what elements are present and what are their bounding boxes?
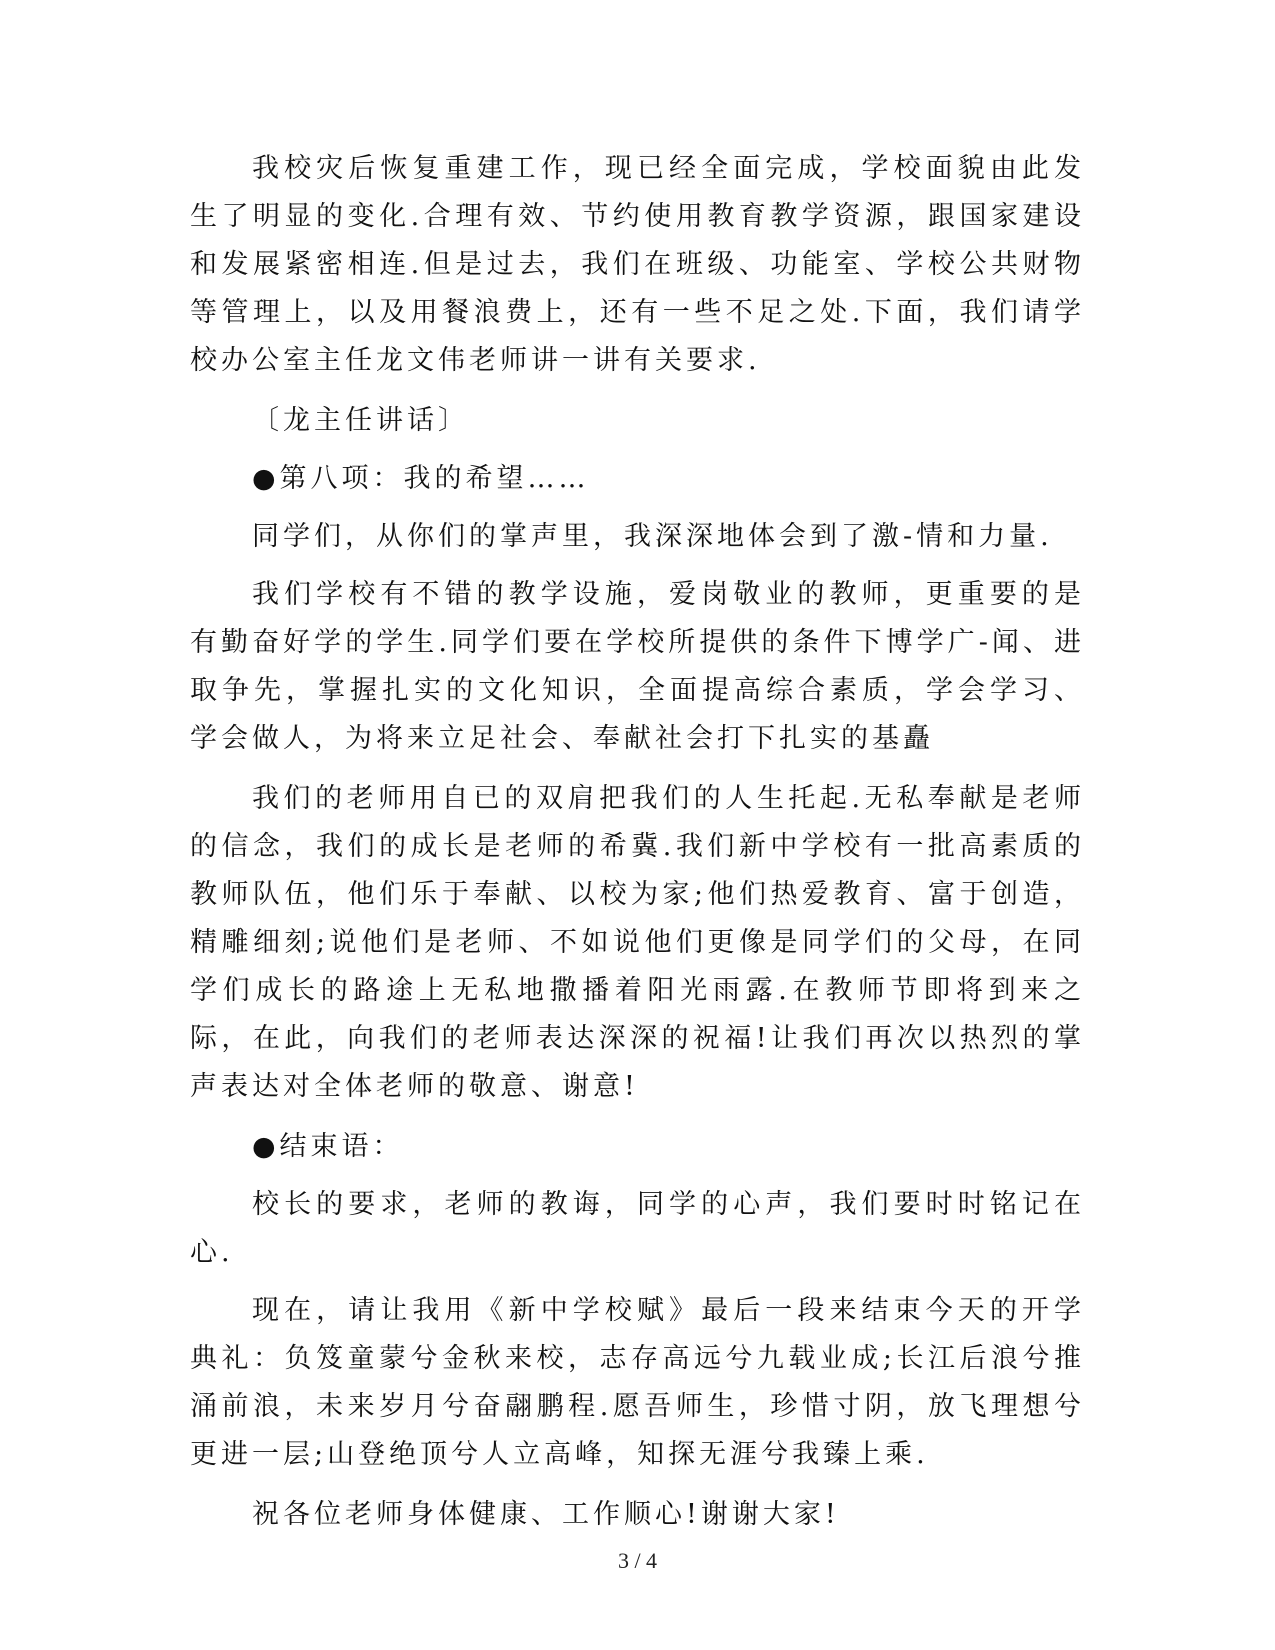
paragraph-wishes: 祝各位老师身体健康、工作顺心!谢谢大家!	[252, 1499, 840, 1530]
section-heading-closing: ●结束语：	[252, 1131, 404, 1162]
paragraph-school-ode: 现在，请让我用《新中学校赋》最后一段来结束今天的开学典礼：负笈童蒙兮金秋来校，志存高远兮九载业成;长江后浪兮推涌前浪，未来岁月兮奋翮鹏程.愿吾师生，珍惜寸阴，放飞理想兮更进一层;山登绝顶兮人立高峰，知探无涯兮我臻上乘.	[190, 1295, 1085, 1470]
paragraph-applause: 同学们，从你们的掌声里，我深深地体会到了激-情和力量.	[252, 521, 1053, 552]
document-body	[190, 145, 1085, 1549]
paragraph-director-speech: 〔龙主任讲话〕	[252, 405, 469, 436]
section-heading-my-hope: ●第八项：我的希望……	[252, 463, 590, 494]
paragraph-school-facilities: 我们学校有不错的教学设施，爱岗敬业的教师，更重要的是有勤奋好学的学生.同学们要在学校所提供的条件下博学广-闻、进取争先，掌握扎实的文化知识，全面提高综合素质，学会学习、学会做人，为将来立足社会、奉献社会打下扎实的基矗	[190, 579, 1085, 754]
paragraph-reconstruction: 我校灾后恢复重建工作，现已经全面完成，学校面貌由此发生了明显的变化.合理有效、节约使用教育教学资源，跟国家建设和发展紧密相连.但是过去，我们在班级、功能室、学校公共财物等管理上，以及用餐浪费上，还有一些不足之处.下面，我们请学校办公室主任龙文伟老师讲一讲有关要求.	[190, 153, 1085, 376]
paragraph-teachers: 我们的老师用自已的双肩把我们的人生托起.无私奉献是老师的信念，我们的成长是老师的希冀.我们新中学校有一批高素质的教师队伍，他们乐于奉献、以校为家;他们热爱教育、富于创造，精雕细刻;说他们是老师、不如说他们更像是同学们的父母，在同学们成长的路途上无私地撒播着阳光雨露.在教师节即将到来之际，在此，向我们的老师表达深深的祝福!让我们再次以热烈的掌声表达对全体老师的敬意、谢意!	[190, 783, 1085, 1102]
page-number: 3 / 4	[617, 1548, 658, 1573]
paragraph-remember: 校长的要求，老师的教诲，同学的心声，我们要时时铭记在心.	[190, 1189, 1085, 1268]
